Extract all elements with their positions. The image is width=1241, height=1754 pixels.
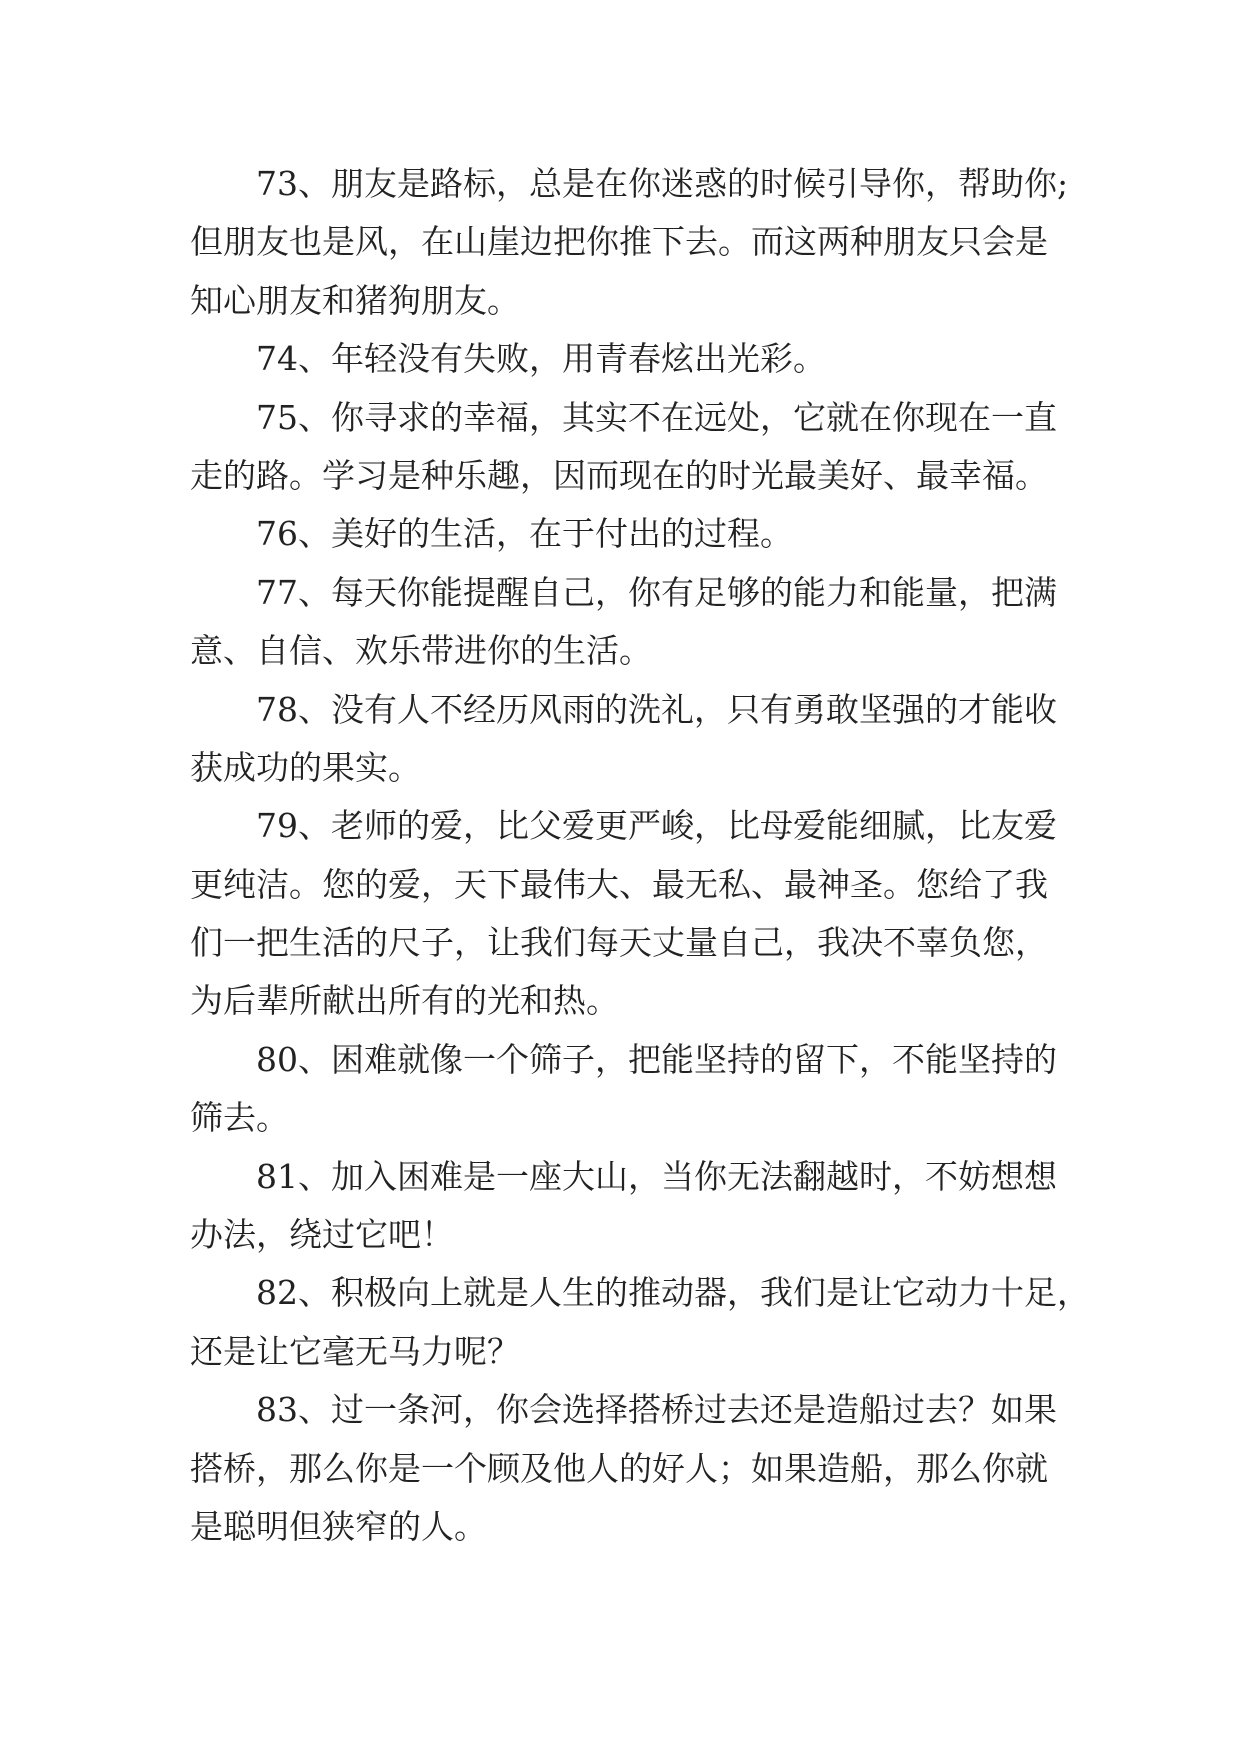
document-body bbox=[190, 155, 1090, 1556]
paragraph-line: 更纯洁。您的爱，天下最伟大、最无私、最神圣。您给了我 bbox=[190, 864, 1048, 904]
paragraph-82 bbox=[190, 1264, 1090, 1381]
paragraph-line: 为后辈所献出所有的光和热。 bbox=[190, 981, 619, 1021]
paragraph-line: 筛去。 bbox=[190, 1098, 289, 1138]
paragraph-line: 是聪明但狭窄的人。 bbox=[190, 1506, 487, 1546]
paragraph-line: 81、加入困难是一座大山，当你无法翻越时，不妨想想 bbox=[256, 1156, 1057, 1196]
paragraph-line: 办法，绕过它吧！ bbox=[190, 1215, 454, 1255]
paragraph-line: 83、过一条河，你会选择搭桥过去还是造船过去？如果 bbox=[256, 1390, 1057, 1430]
paragraph-line: 走的路。学习是种乐趣，因而现在的时光最美好、最幸福。 bbox=[190, 455, 1048, 495]
paragraph-83 bbox=[190, 1381, 1090, 1556]
paragraph-81 bbox=[190, 1148, 1090, 1265]
paragraph-line: 76、美好的生活，在于付出的过程。 bbox=[256, 514, 793, 554]
paragraph-77 bbox=[190, 564, 1090, 681]
paragraph-79 bbox=[190, 797, 1090, 1031]
paragraph-line: 但朋友也是风，在山崖边把你推下去。而这两种朋友只会是 bbox=[190, 222, 1048, 262]
paragraph-75 bbox=[190, 389, 1090, 506]
paragraph-line: 82、积极向上就是人生的推动器，我们是让它动力十足， bbox=[256, 1273, 1090, 1313]
paragraph-line: 获成功的果实。 bbox=[190, 747, 421, 787]
paragraph-line: 74、年轻没有失败，用青春炫出光彩。 bbox=[256, 339, 826, 379]
paragraph-line: 们一把生活的尺子，让我们每天丈量自己，我决不辜负您， bbox=[190, 923, 1048, 963]
paragraph-line: 75、你寻求的幸福，其实不在远处，它就在你现在一直 bbox=[256, 397, 1057, 437]
paragraph-line: 77、每天你能提醒自己，你有足够的能力和能量，把满 bbox=[256, 572, 1057, 612]
paragraph-line: 知心朋友和猪狗朋友。 bbox=[190, 280, 520, 320]
paragraph-line: 80、困难就像一个筛子，把能坚持的留下，不能坚持的 bbox=[256, 1039, 1057, 1079]
paragraph-line: 还是让它毫无马力呢？ bbox=[190, 1331, 520, 1371]
paragraph-line: 79、老师的爱，比父爱更严峻，比母爱能细腻，比友爱 bbox=[256, 806, 1057, 846]
paragraph-74 bbox=[190, 330, 1090, 388]
paragraph-73 bbox=[190, 155, 1090, 330]
paragraph-76 bbox=[190, 505, 1090, 563]
paragraph-78 bbox=[190, 681, 1090, 798]
paragraph-line: 73、朋友是路标，总是在你迷惑的时候引导你，帮助你; bbox=[256, 164, 1069, 203]
paragraph-line: 搭桥，那么你是一个顾及他人的好人；如果造船，那么你就 bbox=[190, 1448, 1048, 1488]
paragraph-line: 78、没有人不经历风雨的洗礼，只有勇敢坚强的才能收 bbox=[256, 689, 1057, 729]
paragraph-line: 意、自信、欢乐带进你的生活。 bbox=[190, 631, 652, 671]
paragraph-80 bbox=[190, 1031, 1090, 1148]
